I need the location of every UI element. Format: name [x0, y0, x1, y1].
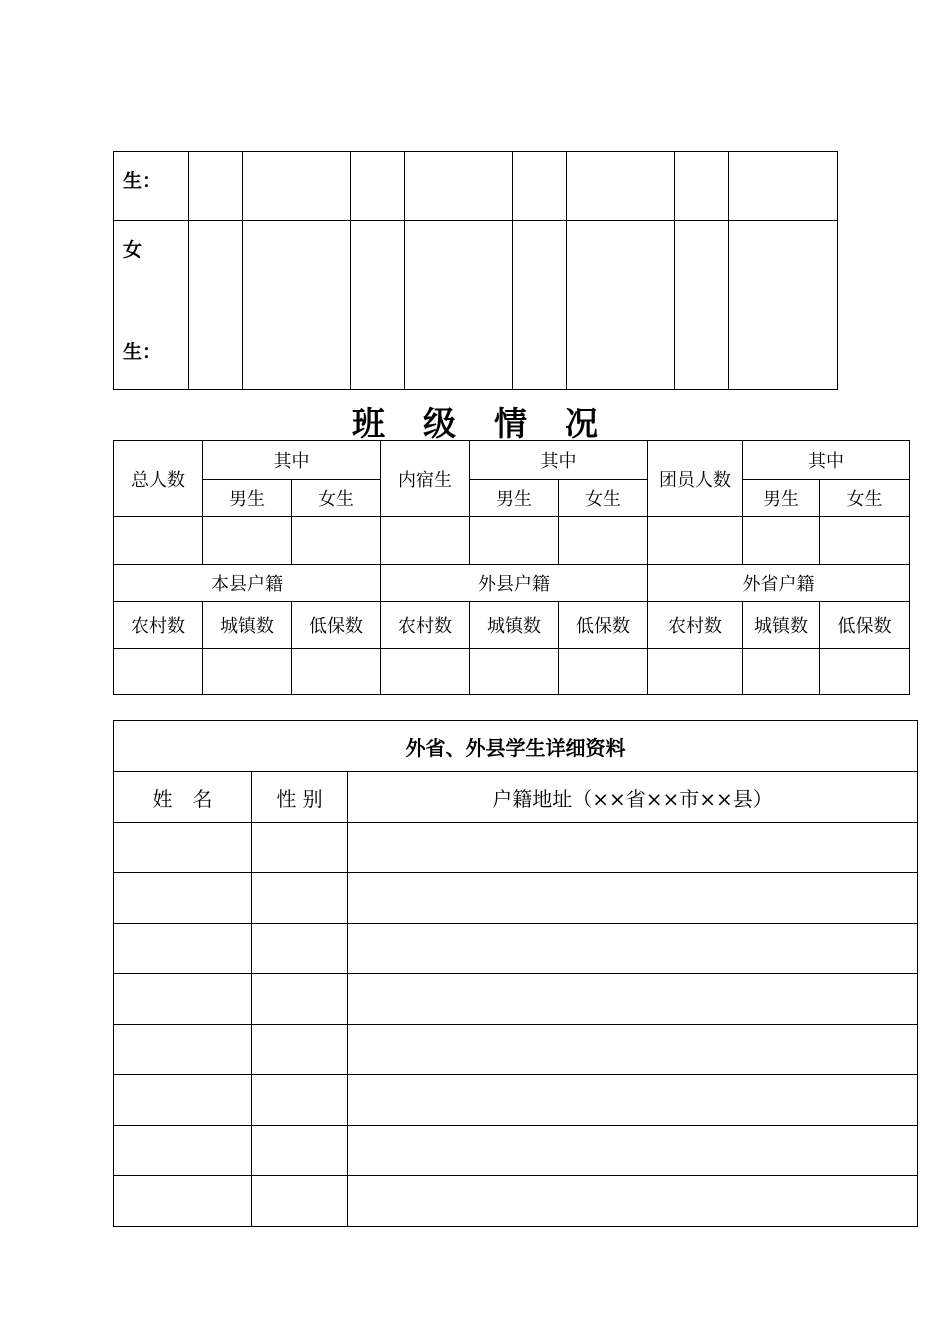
title-char: 情: [494, 404, 527, 443]
table-row: [114, 823, 918, 873]
cell[interactable]: [513, 152, 567, 221]
title-char: 级: [423, 404, 456, 443]
gender-cell[interactable]: [252, 873, 348, 924]
class-situation-table: [113, 440, 910, 695]
cell[interactable]: [351, 221, 405, 390]
cell[interactable]: [743, 649, 820, 695]
gender-cell[interactable]: [252, 974, 348, 1025]
cell[interactable]: [470, 649, 559, 695]
among-header: 其中: [203, 441, 381, 480]
female-row: [114, 221, 838, 390]
cell[interactable]: [351, 152, 405, 221]
address-cell[interactable]: [348, 1025, 918, 1075]
name-cell[interactable]: [114, 1075, 252, 1126]
female-header: 女生: [820, 480, 910, 517]
among-header: 其中: [470, 441, 648, 480]
urban-header: 城镇数: [203, 602, 292, 649]
cell[interactable]: [675, 152, 729, 221]
gender-cell[interactable]: [252, 924, 348, 974]
residence-input-row: [114, 649, 910, 695]
table-row: [114, 1126, 918, 1176]
subsidy-header: 低保数: [292, 602, 381, 649]
male-label: 生：: [114, 152, 189, 221]
boarding-header: 内宿生: [381, 441, 470, 517]
address-cell[interactable]: [348, 873, 918, 924]
cell[interactable]: [470, 517, 559, 565]
other-county-header: 外县户籍: [381, 565, 648, 602]
name-cell[interactable]: [114, 924, 252, 974]
female-label-top: 女: [123, 239, 143, 261]
cell[interactable]: [405, 221, 513, 390]
cell[interactable]: [820, 517, 910, 565]
female-header: 女生: [559, 480, 648, 517]
gender-header: 性 别: [252, 772, 348, 823]
urban-header: 城镇数: [743, 602, 820, 649]
name-cell[interactable]: [114, 873, 252, 924]
address-cell[interactable]: [348, 823, 918, 873]
local-county-header: 本县户籍: [114, 565, 381, 602]
female-label-bottom: 生：: [123, 341, 162, 363]
female-header: 女生: [292, 480, 381, 517]
subsidy-header: 低保数: [820, 602, 910, 649]
section-title: [0, 398, 950, 445]
table-row: [114, 1176, 918, 1227]
gender-cell[interactable]: [252, 1025, 348, 1075]
cell[interactable]: [114, 649, 203, 695]
gender-cell[interactable]: [252, 1075, 348, 1126]
rural-header: 农村数: [114, 602, 203, 649]
cell[interactable]: [243, 152, 351, 221]
name-cell[interactable]: [114, 823, 252, 873]
female-label: [114, 221, 189, 390]
cell[interactable]: [648, 517, 743, 565]
cell[interactable]: [513, 221, 567, 390]
male-header: 男生: [470, 480, 559, 517]
cell[interactable]: [729, 152, 838, 221]
student-detail-table: [113, 720, 918, 1227]
other-province-header: 外省户籍: [648, 565, 910, 602]
cell[interactable]: [567, 152, 675, 221]
cell[interactable]: [675, 221, 729, 390]
cell[interactable]: [729, 221, 838, 390]
male-header: 男生: [203, 480, 292, 517]
cell[interactable]: [405, 152, 513, 221]
table-row: [114, 1025, 918, 1075]
address-cell[interactable]: [348, 1126, 918, 1176]
cell[interactable]: [381, 517, 470, 565]
cell[interactable]: [743, 517, 820, 565]
cell[interactable]: [114, 517, 203, 565]
cell[interactable]: [559, 649, 648, 695]
gender-cell[interactable]: [252, 823, 348, 873]
cell[interactable]: [292, 517, 381, 565]
cell[interactable]: [189, 152, 243, 221]
gender-cell[interactable]: [252, 1126, 348, 1176]
table-row: [114, 924, 918, 974]
cell[interactable]: [381, 649, 470, 695]
gender-cell[interactable]: [252, 1176, 348, 1227]
cell[interactable]: [243, 221, 351, 390]
address-cell[interactable]: [348, 924, 918, 974]
cell[interactable]: [203, 517, 292, 565]
among-header: 其中: [743, 441, 910, 480]
name-cell[interactable]: [114, 974, 252, 1025]
rural-header: 农村数: [648, 602, 743, 649]
rural-header: 农村数: [381, 602, 470, 649]
male-row: [114, 152, 838, 221]
league-header: 团员人数: [648, 441, 743, 517]
detail-table-title: 外省、外县学生详细资料: [114, 721, 918, 772]
name-cell[interactable]: [114, 1126, 252, 1176]
count-input-row: [114, 517, 910, 565]
cell[interactable]: [559, 517, 648, 565]
total-header: 总人数: [114, 441, 203, 517]
table-row: [114, 873, 918, 924]
cell[interactable]: [567, 221, 675, 390]
cell[interactable]: [292, 649, 381, 695]
address-cell[interactable]: [348, 1075, 918, 1126]
address-cell[interactable]: [348, 1176, 918, 1227]
male-header: 男生: [743, 480, 820, 517]
address-cell[interactable]: [348, 974, 918, 1025]
cell[interactable]: [648, 649, 743, 695]
name-cell[interactable]: [114, 1176, 252, 1227]
cell[interactable]: [203, 649, 292, 695]
title-char: 况: [565, 404, 598, 443]
table-row: [114, 1075, 918, 1126]
top-gender-table: [113, 151, 838, 390]
cell[interactable]: [820, 649, 910, 695]
title-char: 班: [352, 404, 385, 443]
cell[interactable]: [189, 221, 243, 390]
name-cell[interactable]: [114, 1025, 252, 1075]
address-header: 户籍地址（××省××市××县）: [348, 772, 918, 823]
table-row: [114, 974, 918, 1025]
subsidy-header: 低保数: [559, 602, 648, 649]
urban-header: 城镇数: [470, 602, 559, 649]
name-header: 姓 名: [114, 772, 252, 823]
